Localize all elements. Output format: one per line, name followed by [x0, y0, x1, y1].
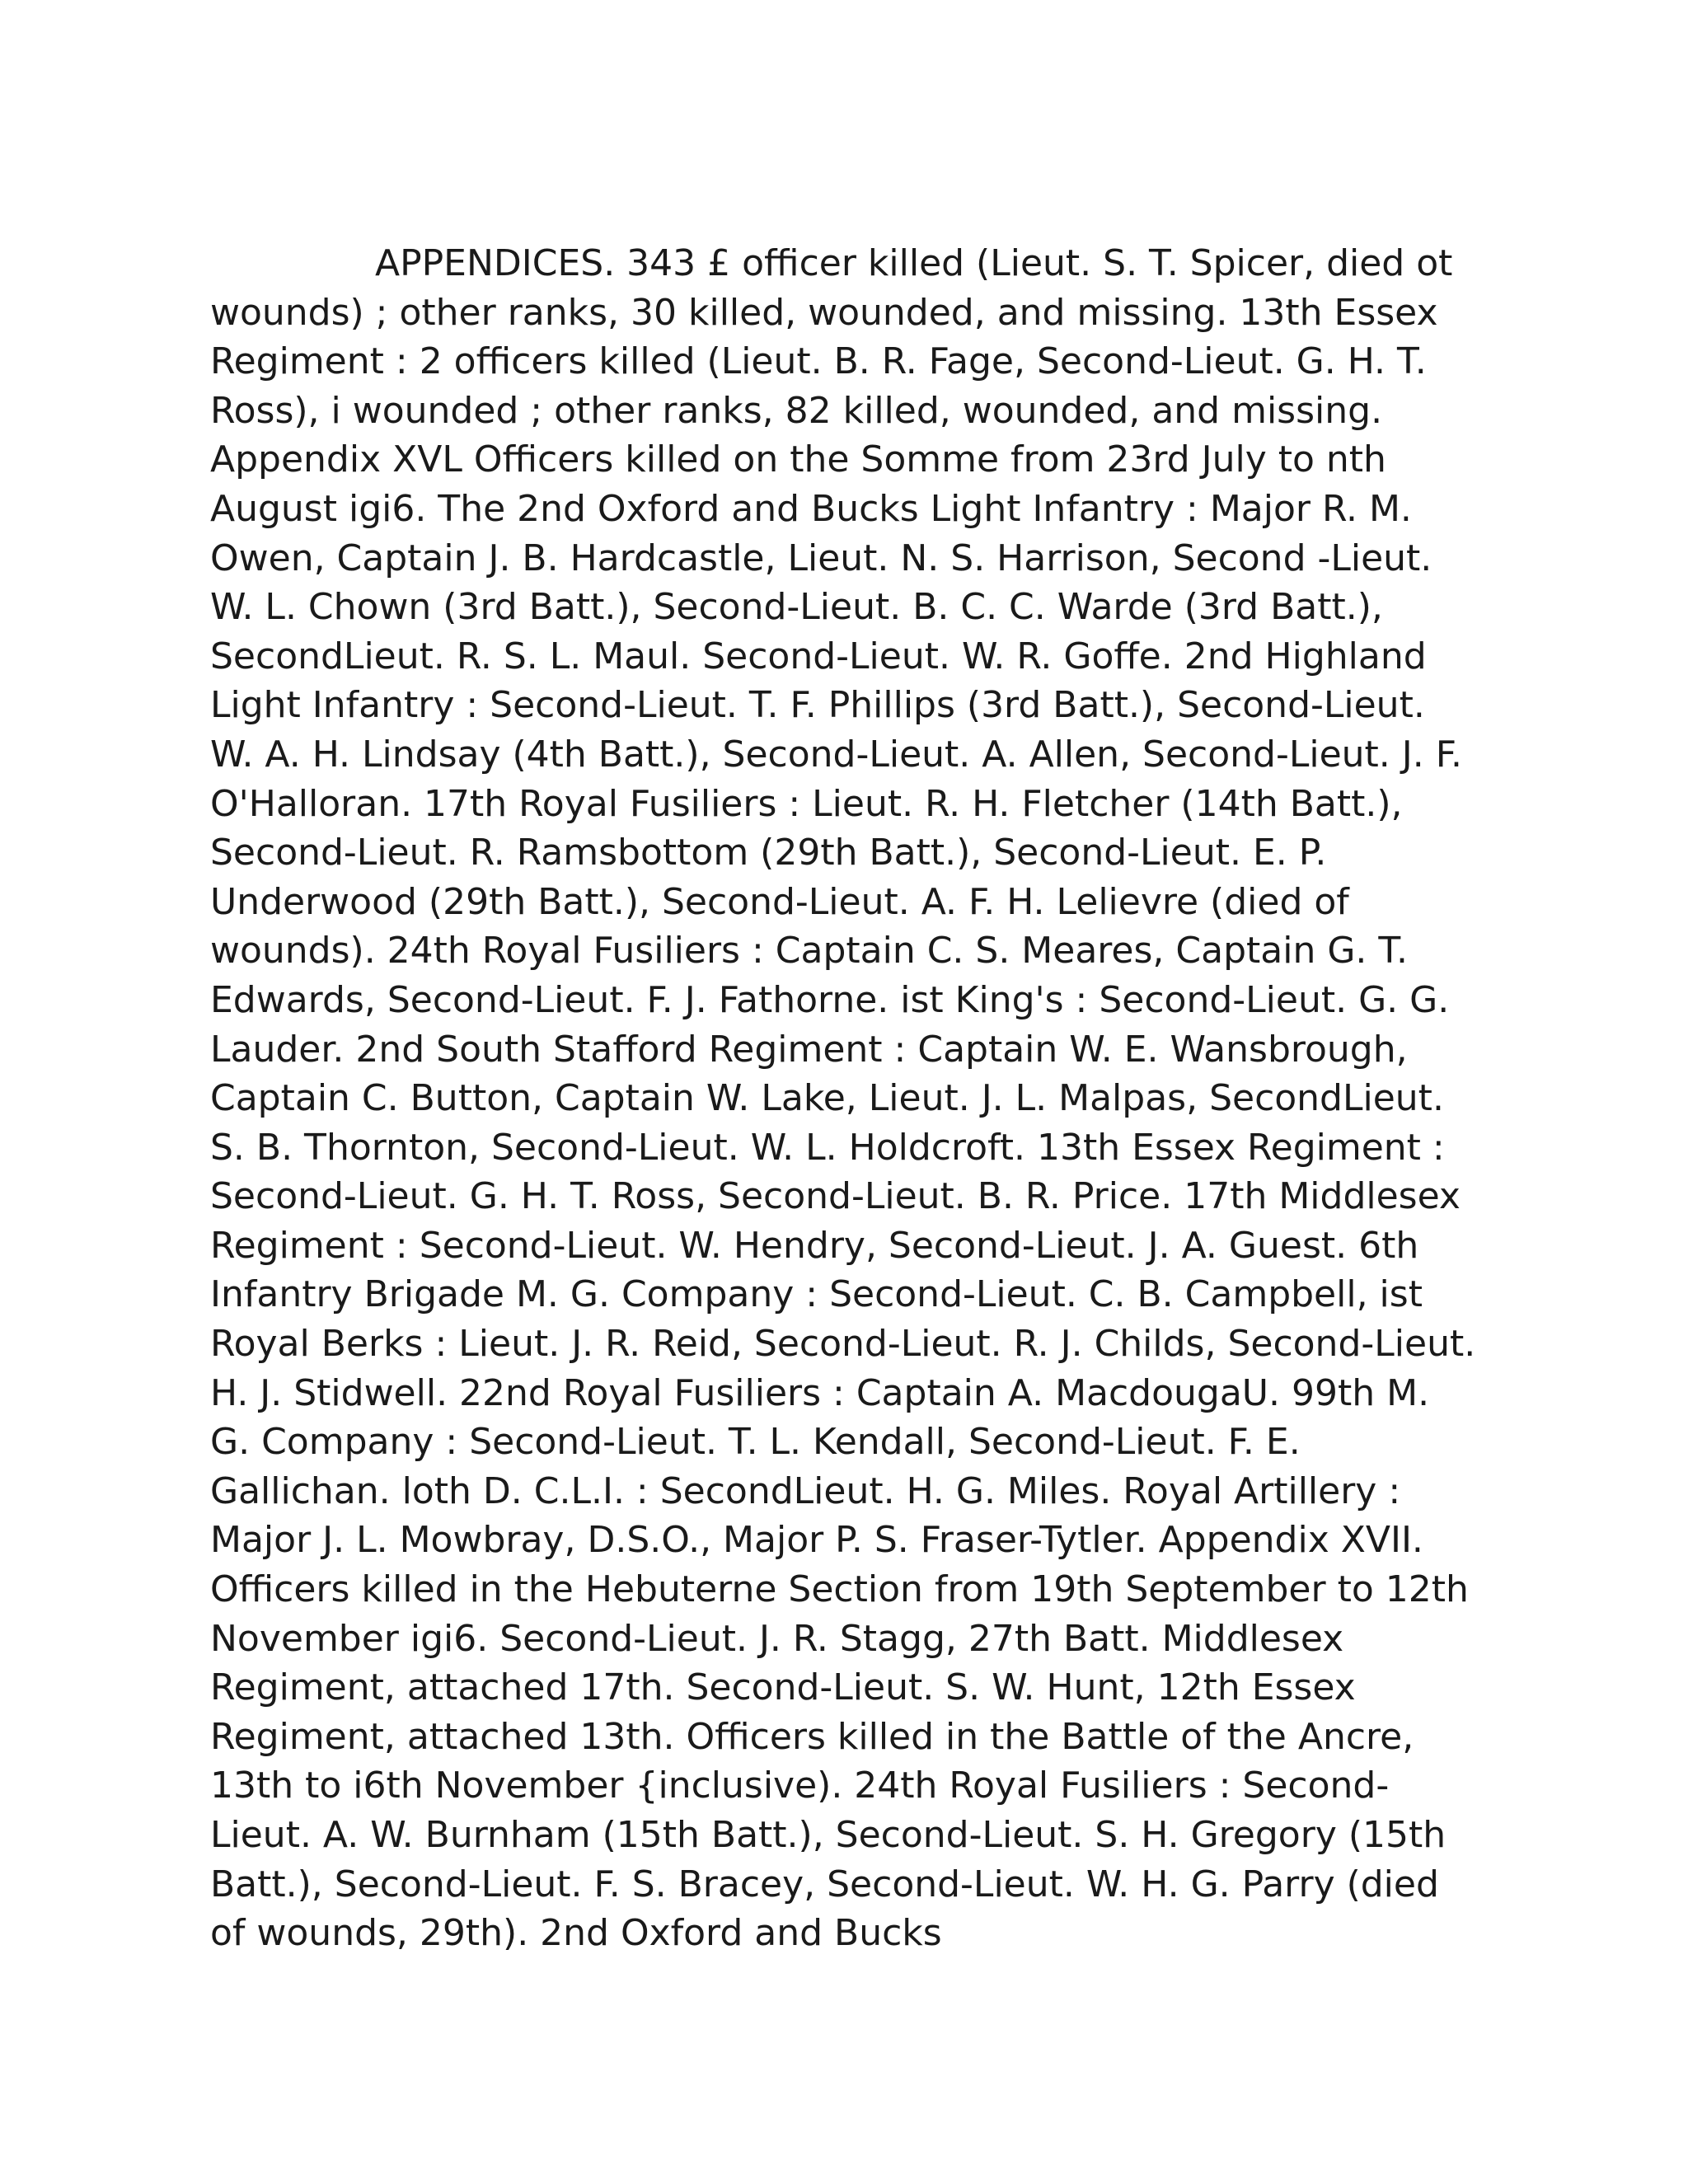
body-text: APPENDICES. 343 £ officer killed (Lieut. S. T. Spicer, died ot wounds) ; other ranks, 30 killed, wounded, and missing. 13th Essex Regiment : 2 officers killed (Lieut. B. R. Fage, Second-Lieut. G. H. T. Ross), i wounded ; other ranks, 82 killed, wounded, and missing. Appendix XVL Officers killed on the Somme from 23rd July to nth August igi6. The 2nd Oxford and Bucks Light Infantry : Major R. M. Owen, Captain J. B. Hardcastle, Lieut. N. S. Harrison, Second -Lieut. W. L. Chown (3rd Batt.), Second-Lieut. B. C. C. Warde (3rd Batt.), SecondLieut. R. S. L. Maul. Second-Lieut. W. R. Goffe. 2nd Highland Light Infantry : Second-Lieut. T. F. Phillips (3rd Batt.), Second-Lieut. W. A. H. Lindsay (4th Batt.), Second-Lieut. A. Allen, Second-Lieut. J. F. O'Halloran. 17th Royal Fusiliers : Lieut. R. H. Fletcher (14th Batt.), Second-Lieut. R. Ramsbottom (29th Batt.), Second-Lieut. E. P. Underwood (29th Batt.), Second-Lieut. A. F. H. Lelievre (died of wounds). 24th Royal Fusiliers : Captain C. S. Meares, Captain G. T. Edwards, Second-Lieut. F. J. Fathorne. ist King's : Second-Lieut. G. G. Lauder. 2nd South Stafford Regiment : Captain W. E. Wansbrough, Captain C. Button, Captain W. Lake, Lieut. J. L. Malpas, SecondLieut. S. B. Thornton, Second-Lieut. W. L. Holdcroft. 13th Essex Regiment : Second-Lieut. G. H. T. Ross, Second-Lieut. B. R. Price. 17th Middlesex Regiment : Second-Lieut. W. Hendry, Second-Lieut. J. A. Guest. 6th Infantry Brigade M. G. Company : Second-Lieut. C. B. Campbell, ist Royal Berks : Lieut. J. R. Reid, Second-Lieut. R. J. Childs, Second-Lieut. H. J. Stidwell. 22nd Royal Fusiliers : Captain A. MacdougaU. 99th M. G. Company : Second-Lieut. T. L. Kendall, Second-Lieut. F. E. Gallichan. loth D. C.L.I. : SecondLieut. H. G. Miles. Royal Artillery : Major J. L. Mowbray, D.S.O., Major P. S. Fraser-Tytler. Appendix XVII. Officers killed in the Hebuterne Section from 19th September to 12th November igi6. Second-Lieut. J. R. Stagg, 27th Batt. Middlesex Regiment, attached 17th. Second-Lieut. S. W. Hunt, 12th Essex Regiment, attached 13th. Officers killed in the Battle of the Ancre, 13th to i6th November {inclusive). 24th Royal Fusiliers : Second-Lieut. A. W. Burnham (15th Batt.), Second-Lieut. S. H. Gregory (15th Batt.), Second-Lieut. F. S. Bracey, Second-Lieut. W. H. G. Parry (died of wounds, 29th). 2nd Oxford and Bucks — [210, 242, 1476, 1955]
